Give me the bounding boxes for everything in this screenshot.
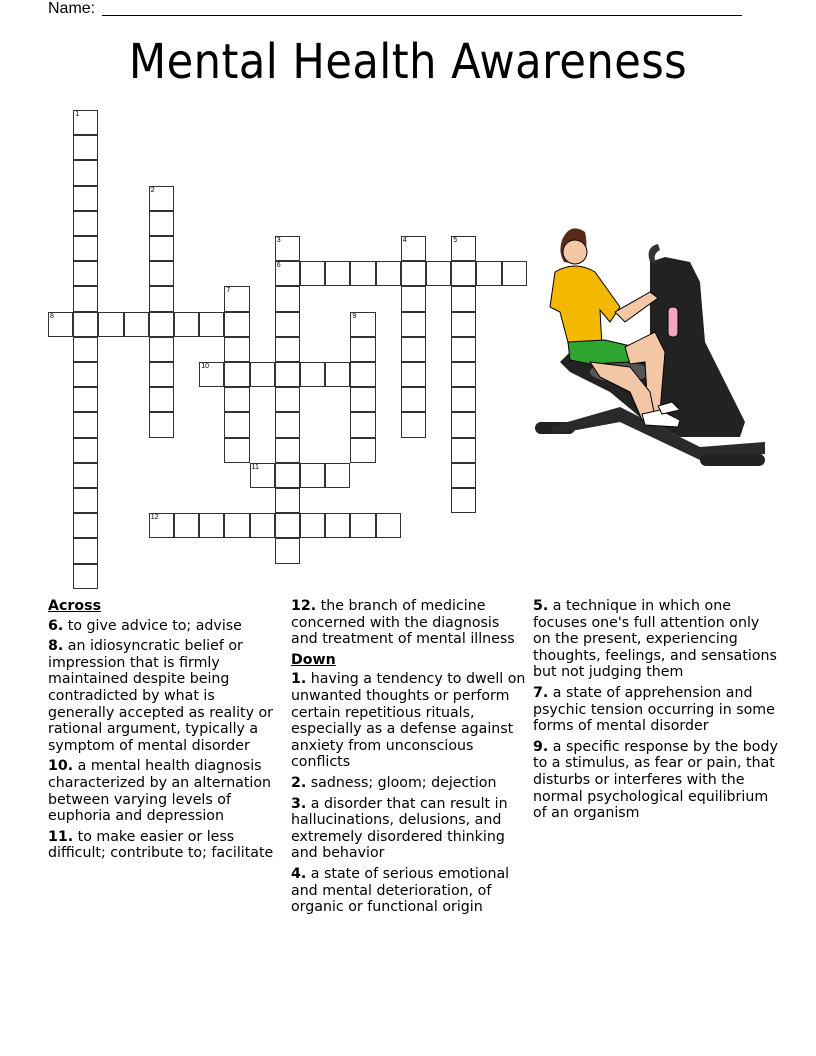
- grid-cell[interactable]: [401, 337, 426, 362]
- grid-cell[interactable]: [451, 286, 476, 311]
- down-clue-7: 7. a state of apprehension and psychic tension occurring in some forms of mental disorder: [533, 684, 775, 735]
- grid-cell[interactable]: [124, 312, 149, 337]
- grid-cell[interactable]: [451, 362, 476, 387]
- down-clue-1: 1. having a tendency to dwell on unwanted thoughts or perform certain repetitious rituals, especially as a defense against anxiety from unconscious conflicts: [291, 671, 526, 771]
- grid-cell[interactable]: [199, 362, 224, 387]
- grid-cell[interactable]: [451, 488, 476, 513]
- grid-cell[interactable]: [149, 211, 174, 236]
- grid-cell[interactable]: [300, 513, 325, 538]
- grid-cell[interactable]: [350, 362, 375, 387]
- grid-cell[interactable]: [401, 312, 426, 337]
- grid-cell[interactable]: [199, 312, 224, 337]
- grid-cell[interactable]: [401, 286, 426, 311]
- grid-cell[interactable]: [451, 412, 476, 437]
- grid-cell[interactable]: [149, 236, 174, 261]
- grid-cell[interactable]: [275, 362, 300, 387]
- cell-number: 7: [226, 287, 231, 295]
- clues-column-3: [533, 598, 778, 826]
- clue-text: having a tendency to dwell on unwanted thoughts or perform certain repetitious rituals, especially as a defense against anxiety from unconscious conflicts: [291, 671, 526, 771]
- grid-cell[interactable]: [350, 337, 375, 362]
- down-clue-9: 9. a specific response by the body to a stimulus, as fear or pain, that disturbs or interferes with the normal psychological equilibrium of an organism: [533, 738, 778, 822]
- grid-cell[interactable]: [48, 312, 73, 337]
- grid-cell[interactable]: [451, 261, 476, 286]
- clue-text: a state of apprehension and psychic tension occurring in some forms of mental disorder: [533, 684, 775, 735]
- cell-number: 6: [276, 262, 281, 270]
- grid-cell[interactable]: [149, 412, 174, 437]
- grid-cell[interactable]: [426, 261, 451, 286]
- grid-cell[interactable]: [73, 286, 98, 311]
- down-clue-5: 5. a technique in which one focuses one's full attention only on the present, experiencing thoughts, feelings, and sensations but not judging them: [533, 598, 777, 681]
- grid-cell[interactable]: [250, 463, 275, 488]
- grid-cell[interactable]: [325, 513, 350, 538]
- exercise-bike-illustration: [530, 222, 775, 477]
- grid-cell[interactable]: [73, 538, 98, 563]
- down-clue-4: 4. a state of serious emotional and mental deterioration, of organic or functional origin: [291, 865, 510, 916]
- grid-cell[interactable]: [451, 312, 476, 337]
- down-heading: Down: [291, 651, 336, 668]
- grid-cell[interactable]: [149, 261, 174, 286]
- grid-cell[interactable]: [275, 438, 300, 463]
- grid-cell[interactable]: [224, 387, 249, 412]
- cell-number: 1: [75, 111, 80, 118]
- grid-cell[interactable]: [300, 261, 325, 286]
- grid-cell[interactable]: [325, 362, 350, 387]
- grid-cell[interactable]: [224, 337, 249, 362]
- grid-cell[interactable]: [174, 513, 199, 538]
- grid-cell[interactable]: [98, 312, 123, 337]
- grid-cell[interactable]: [224, 438, 249, 463]
- clue-number: 2: [291, 774, 301, 791]
- grid-cell[interactable]: [350, 261, 375, 286]
- down-clue-2: 2. sadness; gloom; dejection: [291, 774, 497, 791]
- grid-cell[interactable]: [174, 312, 199, 337]
- grid-cell[interactable]: [275, 513, 300, 538]
- clue-number: 5: [533, 598, 543, 614]
- grid-cell[interactable]: [73, 312, 98, 337]
- grid-cell[interactable]: [350, 513, 375, 538]
- grid-cell[interactable]: [275, 236, 300, 261]
- grid-cell[interactable]: [401, 261, 426, 286]
- cell-number: 4: [402, 237, 407, 244]
- grid-cell[interactable]: [149, 337, 174, 362]
- grid-cell[interactable]: [275, 538, 300, 563]
- grid-cell[interactable]: [275, 312, 300, 337]
- grid-cell[interactable]: [325, 463, 350, 488]
- clue-text: an idiosyncratic belief or impression that is firmly maintained despite being contradicted by what is generally accepted as reality or rational argument, typically a symptom of mental disorder: [48, 638, 274, 754]
- cell-number: 11: [251, 463, 259, 471]
- grid-cell[interactable]: [250, 513, 275, 538]
- grid-cell[interactable]: [401, 412, 426, 437]
- grid-cell[interactable]: [73, 362, 98, 387]
- grid-cell[interactable]: [73, 387, 98, 412]
- grid-cell[interactable]: [149, 513, 174, 538]
- clue-text: a disorder that can result in hallucinations, delusions, and extremely disordered thinking and behavior: [291, 795, 508, 862]
- grid-cell[interactable]: [350, 438, 375, 463]
- grid-cell[interactable]: [300, 362, 325, 387]
- clue-number: 7: [533, 684, 543, 701]
- clue-text: sadness; gloom; dejection: [310, 774, 497, 791]
- grid-cell[interactable]: [149, 312, 174, 337]
- clues-column-1: [48, 598, 284, 866]
- clue-number: 8: [48, 638, 58, 655]
- grid-cell[interactable]: [451, 463, 476, 488]
- grid-cell[interactable]: [275, 463, 300, 488]
- grid-cell[interactable]: [275, 387, 300, 412]
- grid-cell[interactable]: [73, 438, 98, 463]
- grid-cell[interactable]: [376, 513, 401, 538]
- grid-cell[interactable]: [451, 387, 476, 412]
- grid-cell[interactable]: [300, 463, 325, 488]
- grid-cell[interactable]: [199, 513, 224, 538]
- clue-number: 10: [48, 758, 68, 775]
- cell-number: 8: [50, 312, 54, 320]
- grid-cell[interactable]: [73, 564, 98, 589]
- clue-text: to give advice to; advise: [67, 617, 242, 634]
- grid-cell[interactable]: [401, 362, 426, 387]
- clue-number: 3: [291, 795, 301, 812]
- grid-cell[interactable]: [73, 337, 98, 362]
- clues-column-2: [291, 598, 527, 920]
- across-clue-6: 6. to give advice to; advise: [48, 617, 242, 634]
- name-line[interactable]: [102, 15, 742, 16]
- clue-text: a state of serious emotional and mental deterioration, of organic or functional origin: [291, 865, 510, 916]
- name-label: Name:: [48, 0, 96, 17]
- grid-cell[interactable]: [73, 513, 98, 538]
- grid-cell[interactable]: [350, 312, 375, 337]
- grid-cell[interactable]: [275, 286, 300, 311]
- grid-cell[interactable]: [224, 412, 249, 437]
- grid-cell[interactable]: [149, 387, 174, 412]
- grid-cell[interactable]: [350, 387, 375, 412]
- grid-cell[interactable]: [350, 412, 375, 437]
- grid-cell[interactable]: [451, 236, 476, 261]
- grid-cell[interactable]: [73, 211, 98, 236]
- cell-number: 9: [352, 312, 357, 320]
- cell-number: 2: [150, 186, 155, 194]
- grid-cell[interactable]: [73, 110, 98, 135]
- cell-number: 12: [150, 514, 159, 522]
- clue-number: 1: [291, 671, 301, 688]
- grid-cell[interactable]: [73, 236, 98, 261]
- grid-cell[interactable]: [73, 160, 98, 185]
- grid-cell[interactable]: [224, 312, 249, 337]
- across-clue-11: 11. to make easier or less difficult; contribute to; facilitate: [48, 828, 274, 862]
- clue-number: 9: [533, 738, 543, 755]
- grid-cell[interactable]: [401, 387, 426, 412]
- grid-cell[interactable]: [250, 362, 275, 387]
- clue-text: a mental health diagnosis characterized by an alternation between varying levels of euphoria and depression: [48, 758, 272, 825]
- clue-text: the branch of medicine concerned with the diagnosis and treatment of mental illness: [291, 598, 515, 648]
- grid-cell[interactable]: [275, 261, 300, 286]
- clue-number: 6: [48, 617, 58, 634]
- grid-cell[interactable]: [149, 286, 174, 311]
- grid-cell[interactable]: [73, 488, 98, 513]
- across-clue-12: 12. the branch of medicine concerned with the diagnosis and treatment of mental illness: [291, 598, 515, 648]
- cell-number: 5: [453, 237, 458, 244]
- grid-cell[interactable]: [376, 261, 401, 286]
- grid-cell[interactable]: [275, 488, 300, 513]
- clue-number: 4: [291, 865, 301, 882]
- grid-cell[interactable]: [224, 513, 249, 538]
- grid-cell[interactable]: [149, 186, 174, 211]
- across-heading: Across: [48, 598, 102, 614]
- grid-cell[interactable]: [451, 438, 476, 463]
- grid-cell[interactable]: [73, 135, 98, 160]
- grid-cell[interactable]: [73, 412, 98, 437]
- clue-text: a technique in which one focuses one's full attention only on the present, experiencing thoughts, feelings, and sensations but not judging them: [533, 598, 777, 681]
- down-clue-3: 3. a disorder that can result in hallucinations, delusions, and extremely disordered thinking and behavior: [291, 795, 508, 862]
- grid-cell[interactable]: [224, 362, 249, 387]
- cell-number: 10: [201, 363, 209, 370]
- grid-cell[interactable]: [401, 236, 426, 261]
- grid-cell[interactable]: [325, 261, 350, 286]
- clue-number: 12: [291, 598, 311, 614]
- cell-number: 3: [276, 237, 281, 244]
- grid-cell[interactable]: [224, 286, 249, 311]
- page-title: Mental Health Awareness: [128, 34, 688, 90]
- grid-cell[interactable]: [275, 412, 300, 437]
- grid-cell[interactable]: [73, 261, 98, 286]
- across-clue-8: 8. an idiosyncratic belief or impression that is firmly maintained despite being contradicted by what is generally accepted as reality or rational argument, typically a symptom of mental disorder: [48, 638, 274, 754]
- grid-cell[interactable]: [73, 463, 98, 488]
- grid-cell[interactable]: [451, 337, 476, 362]
- clue-text: a specific response by the body to a stimulus, as fear or pain, that disturbs or interferes with the normal psychological equilibrium of an organism: [533, 738, 778, 822]
- grid-cell[interactable]: [275, 337, 300, 362]
- name-field[interactable]: [48, 0, 95, 18]
- clue-text: to make easier or less difficult; contribute to; facilitate: [48, 828, 274, 862]
- grid-cell[interactable]: [502, 261, 527, 286]
- across-clue-10: 10. a mental health diagnosis characterized by an alternation between varying levels of euphoria and depression: [48, 758, 272, 825]
- grid-cell[interactable]: [73, 186, 98, 211]
- grid-cell[interactable]: [476, 261, 501, 286]
- grid-cell[interactable]: [149, 362, 174, 387]
- clue-number: 11: [48, 828, 68, 845]
